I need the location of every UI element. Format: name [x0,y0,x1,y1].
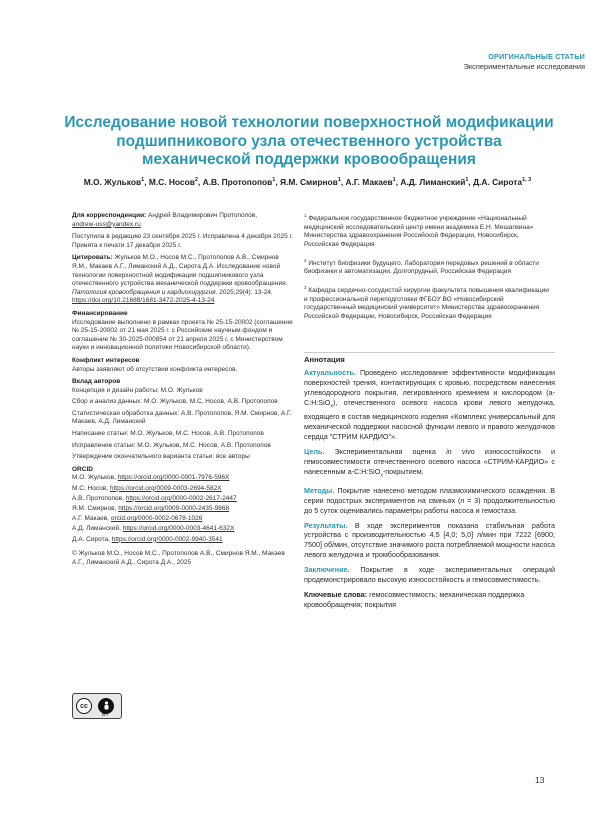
correspondence-email[interactable]: andrew-uss@yandex.ru [72,220,141,228]
author-name: Я.М. Смирнов [280,177,338,187]
running-header [464,52,585,71]
orcid-item: М.С. Носов, https://orcid.org/0009-0003-2694-582X [72,484,222,492]
abstract-aim: Цель. Экспериментальная оценка in vivo износостойкости и гемосовместимости отечественного осевого насоса «СТРИМ-КАРДИО» с нанесенным a-C:H:SiO$_x$-покрытием. [304,446,556,478]
correspondence [72,212,296,229]
by-label: BY [102,711,109,718]
cc-by-license-badge[interactable] [72,693,122,719]
orcid-link[interactable]: orcid.org/0000-0002-0678-1026 [110,515,203,523]
funding [72,310,296,353]
conflict [72,357,296,374]
abstract-relevance: Актуальность. Проведено исследование эффективности модификации поверхностей трения, контактирующих с кровью, посредством нанесения углеводородного покрытия, легированного кремнием и кислородом (a-C:H:SiO$_x$), отечественного осевого насоса крови левого желудочка, входящего в состав медицинского изделия «Комплекс универсальный для механической поддержки насосной функции левого и правого желудочков сердца "СТРИМ КАРДИО"». [304,367,555,441]
copyright: © Жульков М.О., Носов М.С., Протопопов А.В., Смирнов Я.М., Макаев А.Г., Лиманский А.Д., Сирота Д.А., 2025 [72,550,285,566]
orcid [72,466,296,544]
orcid-item: А.Г. Макаев, orcid.org/0000-0002-0678-1026 [72,515,203,523]
affiliation: $^2$ Институт биофизики будущего. Лаборатория передовых решений в области биофизики и автоматизации, Долгопрудный, Российская Федерация [304,257,539,276]
funding-text: Исследование выполнено в рамках проекта № 25-15-20002 (соглашение № 25-15-20002 от 21 мая 2025 г. с Российским научным фондом и соглашение № 30-2025-000854 от 21 апреля 2025 г. с Министерством науки и инновационной политики Новосибирской области). [72,318,293,352]
citation-volume: 2025;29(4): 13-24. [219,288,273,296]
author-affiliation-mark: 1 [272,177,276,184]
correspondence-label: Для корреспонденции: [72,212,147,219]
abstract-keywords: Ключевые слова: гемосовместимость; механическая поддержка кровообращения; покрытия [304,590,525,609]
page-number: 13 [535,775,545,785]
conflict-text: Авторы заявляют об отсутствии конфликта интересов. [72,365,238,373]
orcid-item: А.Д. Лиманский, https://orcid.org/0000-0003-4641-632X [72,525,235,533]
orcid-item: Я.М. Смирнов, https://orcid.org/0009-0000-2435-9868 [72,505,230,512]
orcid-link[interactable]: https://orcid.org/0009-0000-2435-9868 [118,505,230,512]
orcid-item: А.В. Протопопов, https://orcid.org/0000-0002-2617-2447 [72,494,237,502]
author-name: А.Г. Макаев [345,177,393,187]
abstract-heading: Аннотация [304,355,345,364]
author-affiliation-mark: 1, 3 [522,177,532,184]
contribution-heading: Вклад авторов [72,378,121,386]
divider [304,352,555,353]
author-affiliation-mark: 1 [392,177,396,184]
subsection-label: Экспериментальные исследования [463,62,585,71]
funding-heading: Финансирование [72,309,128,317]
abstract [304,355,555,615]
contribution-item: Статистическая обработка данных: А.В. Протопопов, Я.М. Смирнов, А.Г. Макаев, А.Д. Лиманский [72,409,292,426]
citation-doi[interactable]: https://doi.org/10.21688/1681-3472-2025-4-13-24 [72,297,215,305]
contribution-item: Концепция и дизайн работы: М.О. Жульков [72,386,203,394]
abstract-conclusion: Заключение. Покрытие в ходе экспериментальных операций продемонстрировало высокую износостойкость и гемосовместимость. [304,565,555,585]
orcid-item: Д.А. Сирота, https://orcid.org/0000-0002-9940-3541 [72,535,223,543]
received-dates: Поступила в редакцию 23 сентября 2025 г. Исправлена 4 декабря 2025 г. Принята к печати 17 декабря 2025 г. [72,233,293,249]
author-affiliation-mark: 1 [337,177,341,184]
author-name: М.С. Носов [148,177,195,187]
author-affiliation-mark: 1 [465,177,469,184]
contribution [72,378,296,462]
correspondence-name: Андрей Владимирович Протопопов, [148,212,258,219]
orcid-heading: ORCID [72,465,93,473]
contribution-item: Написание статьи: М.О. Жульков, М.С. Носов, А.В. Протопопов [72,430,264,438]
orcid-link[interactable]: https://orcid.org/0000-0003-4641-632X [122,525,235,533]
author-name: М.О. Жульков [83,177,142,187]
abstract-methods: Методы. Покрытие нанесено методом плазмохимического осаждения. В серии подострых экспериментов на свиньях (n = 3) продолжительностью до 5 суток оценивались параметры работы насоса и гемостаза. [304,485,555,515]
affiliation: $^1$ Федеральное государственное бюджетное учреждение «Национальный медицинский исследовательский центр имени академика Е.Н. Мешалкина» Министерства здравоохранения Российской Федерации, Новосибирск, Российская Федерация [304,213,534,248]
citation-journal: Патология кровообращения и кардиохирургия. [72,288,218,296]
contribution-item: Исправление статьи: М.О. Жульков, М.С. Носов, А.В. Протопопов [72,441,271,449]
orcid-item: М.О. Жульков, https://orcid.org/0000-0001-7976-596X [72,474,230,482]
orcid-link[interactable]: https://orcid.org/0000-0002-2617-2447 [125,494,237,502]
author-name: А.Д. Лиманский [400,177,466,187]
author-name: Д.А. Сирота [473,177,523,187]
author-affiliation-mark: 1 [141,177,145,184]
citation-label: Цитировать: [72,254,113,262]
affiliation: $^3$ Кафедра сердечно-сосудистой хирургии факультета повышения квалификации и профессиональной переподготовки ФГБОУ ВО «Новосибирский государственный медицинский университет» Министерства здравоохранения Российской Федерации, Новосибирск, Российская Федерация [304,284,549,320]
conflict-heading: Конфликт интересов [72,356,140,364]
article-title: Исследование новой технологии поверхностной модификации подшипникового узла отечественного устройства механической поддержки кровообращения [64,114,554,168]
orcid-link[interactable]: https://orcid.org/0000-0001-7976-596X [117,474,230,482]
contribution-item: Сбор и анализ данных: М.О. Жульков, М.С. Носов, А.В. Протопопов [72,398,278,406]
citation-text: Жульков М.О., Носов М.С., Протопопов А.В., Смирнов Я.М., Макаев А.Г., Лиманский А.Д., Сирота Д.А. Исследование новой технологии поверхностной модификации подшипникового узла отечественного устройства механической поддержки кровообращения. [72,254,288,288]
left-column [72,212,296,571]
orcid-link[interactable]: https://orcid.org/0000-0002-9940-3541 [111,535,223,543]
cc-icon: cc [76,698,92,714]
section-label: ОРИГИНАЛЬНЫЕ СТАТЬИ [488,52,585,61]
author-name: А.В. Протопопов [202,177,273,187]
author-affiliation-mark: 2 [194,177,198,184]
citation [72,254,296,306]
affiliations [304,212,554,328]
author-list: М.О. Жульков$^1$, М.С. Носов$^2$, А.В. Протопопов$^1$, Я.М. Смирнов$^1$, А.Г. Макаев$^1$, А.Д. Лиманский$^1$, Д.А. Сирота$^{1, 3}$ [83,177,532,187]
abstract-results: Результаты. В ходе экспериментов показана стабильная работа устройства с производительностью 4,5 [4,0; 5,0] л/мин при 7222 [6900; 7500] об/мин, отсутствие значимого роста потребляемой мощности насоса левого желудочка и тромбообразования. [304,520,556,560]
contribution-item: Утверждение окончательного варианта статьи: все авторы [72,453,250,461]
person-icon [102,701,111,712]
orcid-link[interactable]: https://orcid.org/0009-0003-2694-582X [109,484,222,492]
